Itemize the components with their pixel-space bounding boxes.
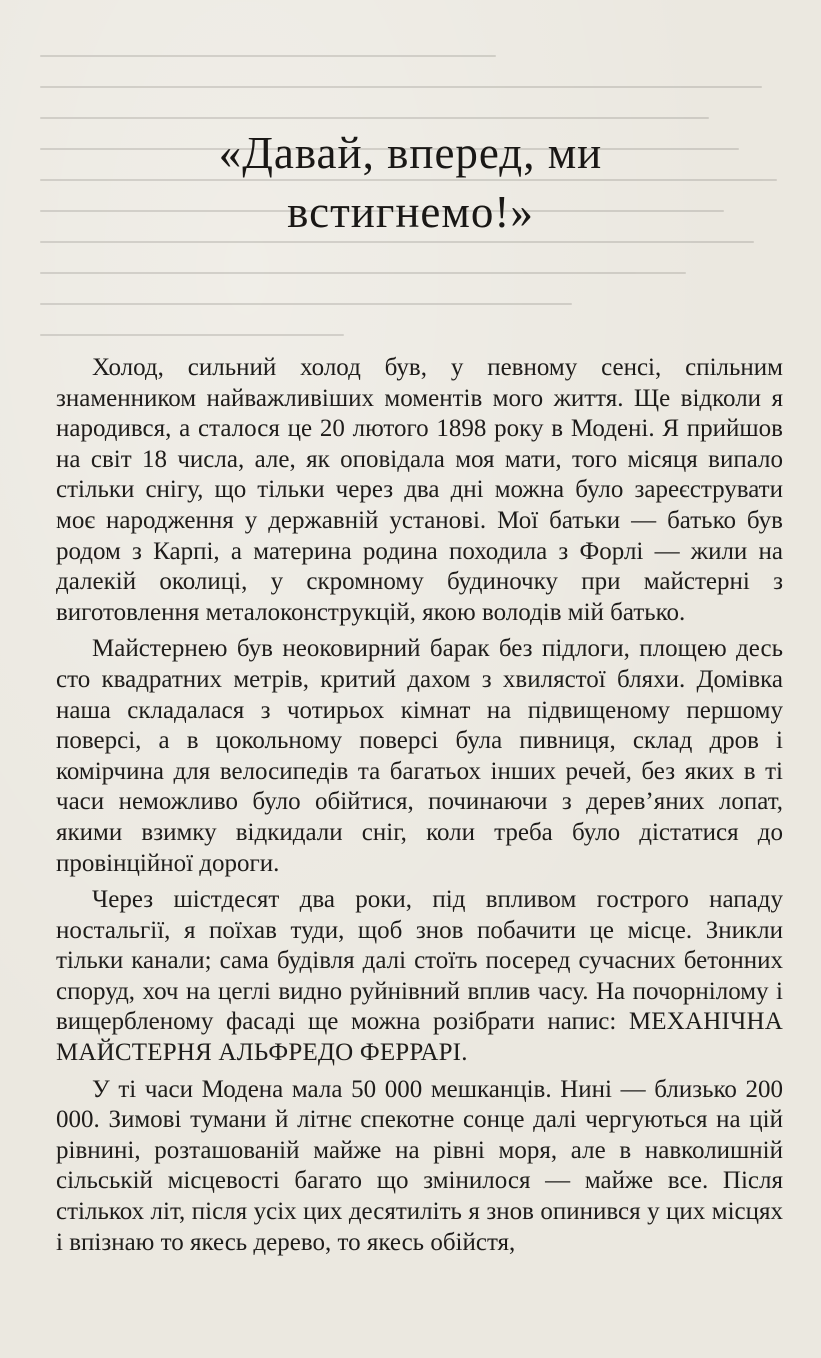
chapter-title <box>0 124 821 242</box>
paragraph-4: У ті часи Модена мала 50 000 мешканців. Нині — близько 200 000. Зимові тумани й літнє спекотне сонце далі чергуються на цій рівнині, розташованій майже на рівні моря, але в навколишній сільській місцевості багато що змінилося — майже все. Після стількох літ, після усіх цих десятиліть я знов опинився у цих місцях і впізнаю то якесь дерево, то якесь обійстя, <box>56 1075 783 1256</box>
paragraph-2: Майстернею був неоковирний барак без підлоги, площею десь сто квадратних метрів, критий дахом з хвилястої бляхи. Домівка наша складалася з чотирьох кімнат на підвищеному першому поверсі, а в цокольному поверсі була пивниця, склад дров і комірчина для велосипедів та багатьох інших речей, без яких в ті часи неможливо було обійтися, починаючи з дерев’яних лопат, якими взимку відкидали сніг, коли треба було дістатися до провінційної дороги. <box>56 635 783 877</box>
chapter-title-line-1: «Давай, вперед, ми <box>218 128 603 178</box>
paragraph-3 <box>56 885 783 1069</box>
workshop-inscription: МЕХАНІЧНА МАЙСТЕРНЯ АЛЬФРЕДО ФЕРРАРІ. <box>56 1008 783 1067</box>
paragraph-3-text: Через шістдесят два роки, під впливом гострого нападу ностальгії, я поїхав туди, щоб знов побачити це місце. Зникли тільки канали; сама будівля далі стоїть посеред сучасних бетонних споруд, хоч на цеглі видно руйнівний вплив часу. На почорнілому і вищербленому фасаді ще можна розібрати напис: <box>56 886 783 1036</box>
paragraph-1: Холод, сильний холод був, у певному сенсі, спільним знаменником найважливіших моментів мого життя. Ще відколи я народився, а сталося це 20 лютого 1898 року в Модені. Я прийшов на світ 18 числа, але, як оповідала моя мати, того місяця випало стільки снігу, що тільки через два дні можна було зареєструвати моє народження у державній установі. Мої батьки — батько був родом з Карпі, а материна родина походила з Форлі — жили на далекій околиці, у скромному будиночку при майстерні з виготовлення металоконструкцій, якою володів мій батько. <box>56 354 783 626</box>
body-text <box>56 353 783 1258</box>
chapter-title-line-2: встигнемо!» <box>287 187 534 237</box>
